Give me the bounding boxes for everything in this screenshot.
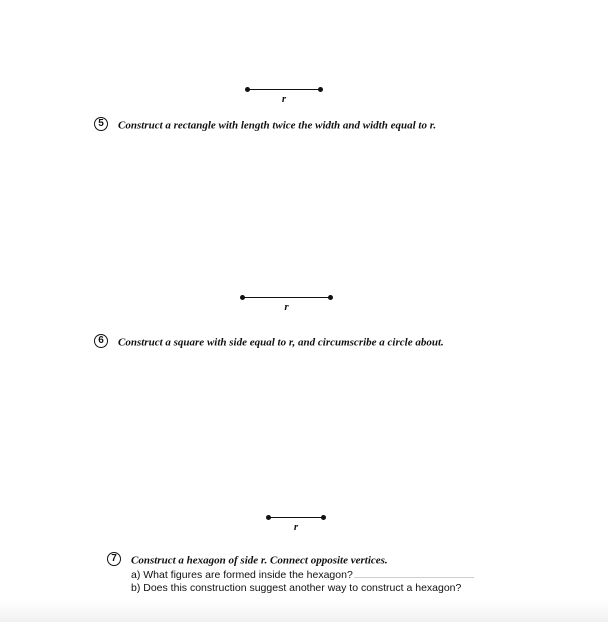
segment-line xyxy=(268,517,324,518)
problem-5 xyxy=(94,118,436,132)
segment-endpoint-right xyxy=(328,295,333,300)
segment-label: r xyxy=(293,521,299,533)
problem-instruction: Construct a rectangle with length twice the width and width equal to r. xyxy=(118,119,437,132)
segment-endpoint-right xyxy=(318,87,323,92)
sub-question-a-text: a) What figures are formed inside the hexagon? xyxy=(131,569,353,581)
problem-number-badge: 5 xyxy=(94,117,108,131)
segment-endpoint-left xyxy=(245,87,250,92)
problem-7 xyxy=(107,553,388,567)
problem-instruction: Construct a hexagon of side r. Connect opposite vertices. xyxy=(131,554,388,567)
segment-line xyxy=(247,89,321,90)
sub-question-a xyxy=(131,568,474,582)
problem-instruction: Construct a square with side equal to r, and circumscribe a circle about. xyxy=(118,336,444,349)
segment-r-problem-6 xyxy=(242,295,331,315)
segment-endpoint-left xyxy=(240,295,245,300)
page-bottom-shadow xyxy=(0,600,608,622)
segment-r-problem-7 xyxy=(268,515,324,535)
segment-label: r xyxy=(281,93,287,105)
segment-endpoint-left xyxy=(266,515,271,520)
segment-line xyxy=(242,297,331,298)
segment-label: r xyxy=(284,301,289,313)
sub-question-b-text: b) Does this construction suggest another way to construct a hexagon? xyxy=(131,582,462,594)
segment-r-problem-5 xyxy=(247,87,321,107)
problem-6 xyxy=(94,335,444,349)
sub-question-b xyxy=(131,582,461,595)
segment-endpoint-right xyxy=(321,515,326,520)
problem-number-badge: 6 xyxy=(94,334,108,348)
answer-blank xyxy=(354,568,474,578)
problem-number-badge: 7 xyxy=(107,552,121,566)
